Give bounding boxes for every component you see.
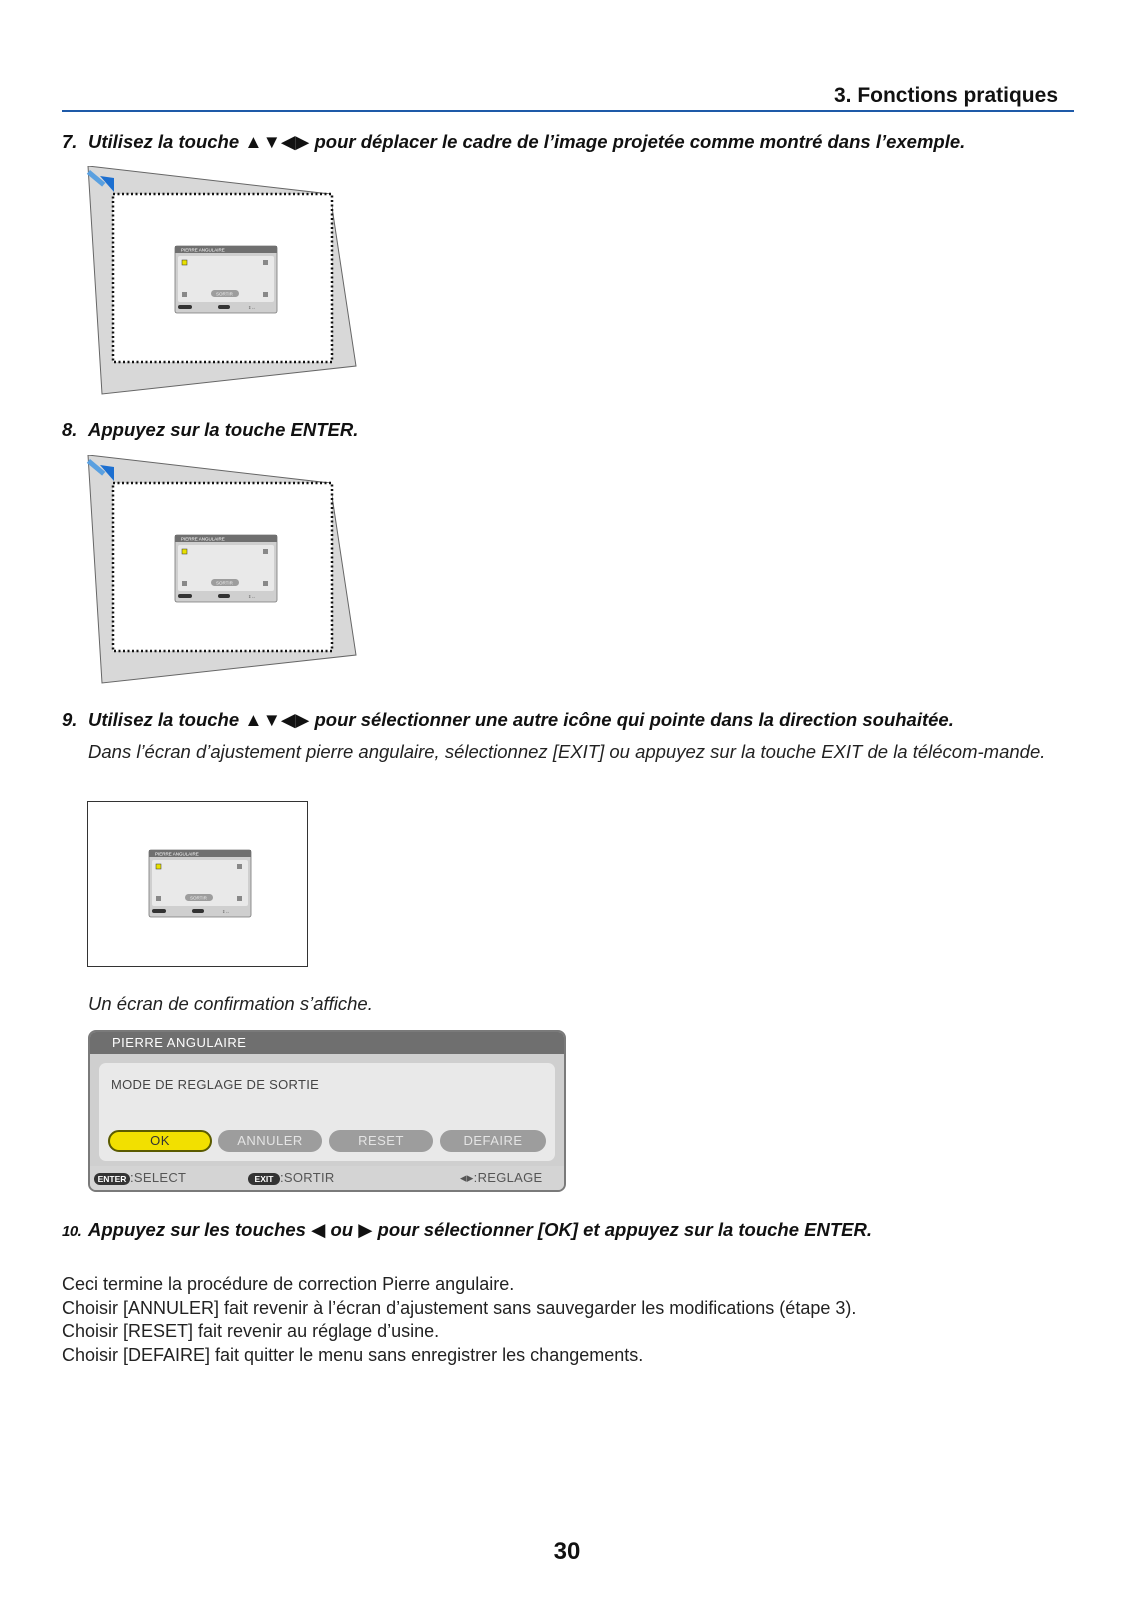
step-9-note: Dans l’écran d’ajustement pierre angulaire, sélectionnez [EXIT] ou appuyez sur la touche EXIT de la télécom-mande. [88,741,1046,762]
svg-text:PIERRE ANGULAIRE: PIERRE ANGULAIRE [155,851,199,857]
page-number: 30 [553,1538,581,1565]
osd-title: PIERRE ANGULAIRE [90,1032,564,1054]
osd-message: MODE DE REGLAGE DE SORTIE [111,1077,320,1092]
osd-panel [99,1063,555,1161]
osd-footer [90,1166,564,1190]
svg-text:SORTIR: SORTIR [216,291,233,297]
step-text: Utilisez la touche ▲▼◀▶ pour déplacer le cadre de l’image projetée comme montré dans l’exemple. [88,131,966,152]
mini-osd [175,535,277,602]
step-8 [62,419,358,441]
step-number: 8. [62,419,78,440]
step-10 [62,1219,872,1241]
enter-key-icon: ENTER [94,1173,130,1185]
svg-text:PIERRE ANGULAIRE: PIERRE ANGULAIRE [181,536,225,542]
ok-button[interactable]: OK [108,1130,212,1152]
confirm-osd [88,1030,566,1192]
step-7 [62,131,965,153]
body-line: Choisir [ANNULER] fait revenir à l’écran d’ajustement sans sauvegarder les modifications (étape 3). [62,1297,857,1318]
step-9 [62,709,954,731]
step-text: Appuyez sur les touches ◀ ou ▶ pour sélectionner [OK] et appuyez sur la touche ENTER. [88,1219,873,1240]
enter-hint: :SELECT [130,1170,187,1185]
step-text: Utilisez la touche ▲▼◀▶ pour sélectionner une autre icône qui pointe dans la direction souhaitée. [88,709,954,730]
mini-osd [149,850,251,917]
confirm-caption: Un écran de confirmation s’affiche. [88,993,373,1014]
mini-osd [175,246,277,313]
defaire-button[interactable]: DEFAIRE [440,1130,546,1152]
screen-diagram-3 [87,801,308,967]
keystone-diagram-1 [84,166,364,406]
body-paragraph [62,1273,856,1367]
body-line: Choisir [RESET] fait revenir au réglage d’usine. [62,1321,440,1341]
step-number: 7. [62,131,78,152]
svg-text:SORTIR: SORTIR [190,895,207,901]
annuler-button[interactable]: ANNULER [218,1130,322,1152]
header-rule [62,110,1074,112]
svg-text:⇕↔: ⇕↔ [248,305,256,310]
body-line: Choisir [DEFAIRE] fait quitter le menu sans enregistrer les changements. [62,1344,644,1365]
adjust-hint: ◂▸:REGLAGE [460,1170,543,1185]
svg-text:⇕↔: ⇕↔ [248,594,256,599]
keystone-diagram-2 [84,455,364,695]
body-line: Ceci termine la procédure de correction Pierre angulaire. [62,1274,515,1294]
step-number: 9. [62,709,78,730]
svg-text:SORTIR: SORTIR [216,580,233,586]
exit-hint: :SORTIR [280,1170,335,1185]
section-title: 3. Fonctions pratiques [833,84,1058,107]
exit-key-icon: EXIT [248,1173,280,1185]
svg-text:PIERRE ANGULAIRE: PIERRE ANGULAIRE [181,247,225,253]
step-text: Appuyez sur la touche ENTER. [88,419,359,440]
step-number: 10. [62,1223,82,1240]
reset-button[interactable]: RESET [329,1130,433,1152]
svg-text:⇕↔: ⇕↔ [222,909,230,914]
